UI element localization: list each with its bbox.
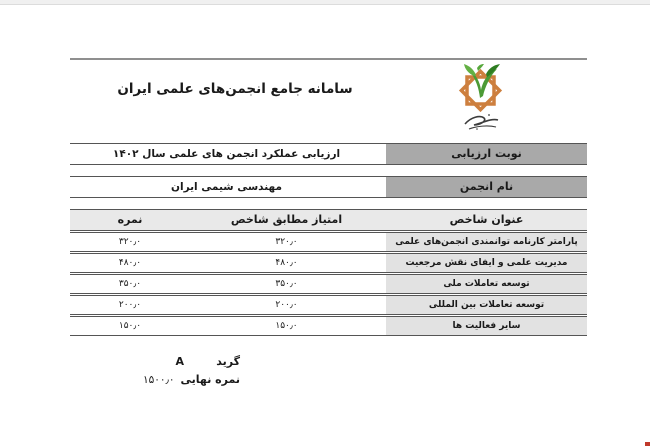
final-score-label: نمره نهایی <box>180 373 240 386</box>
grade-cell: ۴۸۰٫۰ <box>118 258 142 268</box>
evaluation-round-value: ارزیابی عملکرد انجمن های علمی سال ۱۴۰۲ <box>112 148 341 160</box>
column-header-indicator: عنوان شاخص <box>449 213 524 226</box>
indicator-title-cell: توسعه تعاملات ملی <box>386 275 587 293</box>
report-sheet <box>70 0 587 391</box>
grade-cell: ۱۵۰٫۰ <box>118 321 142 331</box>
association-name-label: نام انجمن <box>386 177 587 197</box>
column-header-grade: نمره <box>117 213 143 226</box>
score-cell: ۱۵۰٫۰ <box>275 321 298 331</box>
grade-cell: ۲۰۰٫۰ <box>118 300 142 310</box>
table-header-row <box>70 209 587 231</box>
final-score-row <box>70 373 240 386</box>
evaluation-round-label: نوبت ارزیابی <box>386 144 587 164</box>
table-row <box>70 295 587 315</box>
grade-label: گرید <box>216 355 240 368</box>
indicator-title-cell: سایر فعالیت ها <box>386 317 587 335</box>
grade-cell: ۳۲۰٫۰ <box>118 237 142 247</box>
indicator-title-cell: مدیریت علمی و ایفای نقش مرجعیت <box>386 254 587 272</box>
page-title: سامانه جامع انجمن‌های علمی ایران <box>117 81 353 97</box>
table-row <box>70 232 587 252</box>
organization-logo-icon <box>453 62 507 136</box>
grade-cell: ۳۵۰٫۰ <box>118 279 142 289</box>
score-cell: ۳۲۰٫۰ <box>275 237 298 247</box>
grade-row <box>70 355 240 368</box>
score-cell: ۲۰۰٫۰ <box>275 300 298 310</box>
indicator-table <box>70 209 587 336</box>
association-name-row <box>70 176 587 198</box>
evaluation-round-row <box>70 143 587 165</box>
score-cell: ۴۸۰٫۰ <box>275 258 298 268</box>
grade-value: A <box>175 355 184 368</box>
column-header-score: امتیاز مطابق شاخص <box>230 213 343 226</box>
table-row <box>70 274 587 294</box>
score-cell: ۳۵۰٫۰ <box>275 279 298 289</box>
red-corner-mark <box>645 442 650 446</box>
table-row <box>70 253 587 273</box>
indicator-title-cell: پارامتر کارنامه توانمندی انجمن‌های علمی <box>386 233 587 251</box>
table-row <box>70 316 587 336</box>
summary-block <box>70 355 240 386</box>
association-name-value: مهندسی شیمی ایران <box>171 181 282 193</box>
calligraphy-signature-icon <box>465 114 498 130</box>
indicator-title-cell: توسعه تعاملات بین المللی <box>386 296 587 314</box>
final-score-value: ۱۵۰۰٫۰ <box>142 374 175 386</box>
report-header <box>70 60 587 138</box>
